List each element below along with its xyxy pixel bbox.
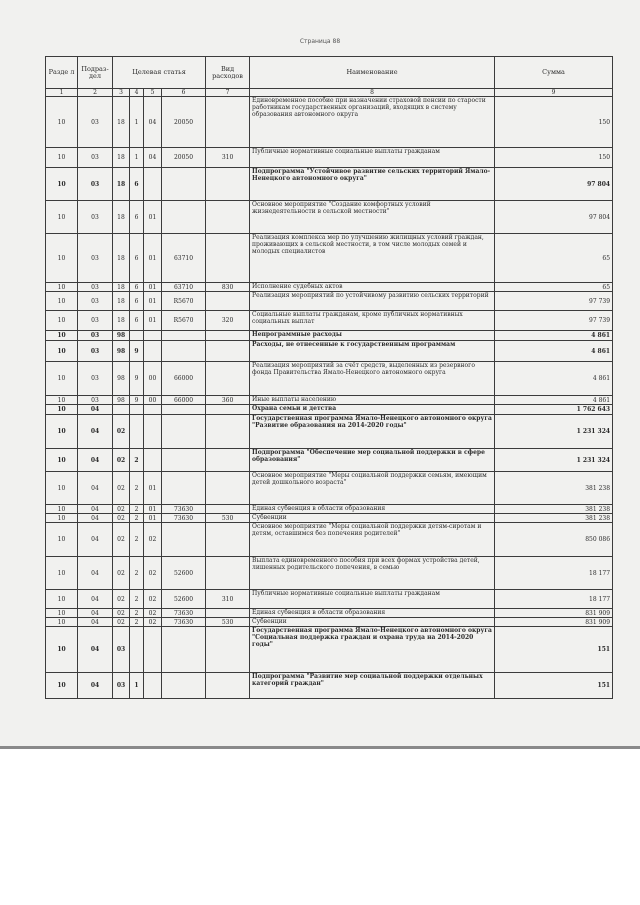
name-cell: Реализация мероприятий за счёт средств, выделенных из резервного фонда Правительства Ямало-Ненецкого автономного округа [250, 362, 495, 396]
podrazdel-cell: 04 [78, 514, 113, 523]
program-code-cell: 02 [113, 449, 130, 472]
direction-code-cell: 73630 [162, 618, 206, 627]
sum-cell: 97 804 [495, 201, 613, 234]
sum-cell: 1 231 324 [495, 449, 613, 472]
name-cell: Расходы, не отнесенные к государственным программам [250, 341, 495, 362]
expense-type-cell [206, 201, 250, 234]
subprogram-code-cell: 2 [130, 449, 144, 472]
sum-cell: 4 861 [495, 362, 613, 396]
expense-type-cell [206, 405, 250, 415]
subprogram-code-cell: 2 [130, 514, 144, 523]
program-code-cell: 18 [113, 292, 130, 311]
expense-type-cell [206, 362, 250, 396]
event-code-cell [144, 627, 162, 673]
table-row [46, 201, 613, 234]
direction-code-cell [162, 415, 206, 449]
razdel-cell: 10 [46, 148, 78, 168]
program-code-cell: 18 [113, 201, 130, 234]
direction-code-cell [162, 331, 206, 341]
name-cell: Иные выплаты населению [250, 396, 495, 405]
table-row [46, 449, 613, 472]
event-code-cell: 01 [144, 292, 162, 311]
sum-cell: 381 238 [495, 514, 613, 523]
podrazdel-cell: 03 [78, 362, 113, 396]
razdel-cell: 10 [46, 472, 78, 505]
direction-code-cell [162, 201, 206, 234]
event-code-cell [144, 341, 162, 362]
expense-type-cell: 530 [206, 618, 250, 627]
subprogram-code-cell: 9 [130, 396, 144, 405]
program-code-cell: 98 [113, 331, 130, 341]
direction-code-cell: 66000 [162, 362, 206, 396]
expense-type-cell [206, 673, 250, 699]
program-code-cell: 98 [113, 396, 130, 405]
program-code-cell: 02 [113, 514, 130, 523]
table-row [46, 618, 613, 627]
scan-bottom-edge [0, 746, 640, 749]
program-code-cell [113, 405, 130, 415]
column-number: 1 [46, 89, 78, 97]
direction-code-cell: 52600 [162, 557, 206, 590]
name-cell: Государственная программа Ямало-Ненецкого автономного округа "Развитие образования на 2014-2020 годы" [250, 415, 495, 449]
direction-code-cell [162, 405, 206, 415]
header-row [46, 57, 613, 89]
header-razdel: Разде л [46, 57, 78, 89]
table-row [46, 168, 613, 201]
table-row [46, 331, 613, 341]
direction-code-cell [162, 168, 206, 201]
table-row [46, 405, 613, 415]
subprogram-code-cell: 6 [130, 283, 144, 292]
name-cell: Субвенции [250, 514, 495, 523]
table-row [46, 234, 613, 283]
expense-type-cell: 310 [206, 590, 250, 609]
program-code-cell: 18 [113, 97, 130, 148]
expense-type-cell: 530 [206, 514, 250, 523]
sum-cell: 381 238 [495, 472, 613, 505]
name-cell: Единовременное пособие при назначении страховой пенсии по старости работникам государственных организаций, входящих в систему образования автономного округа [250, 97, 495, 148]
subprogram-code-cell: 2 [130, 523, 144, 557]
column-number: 2 [78, 89, 113, 97]
sum-cell: 18 177 [495, 590, 613, 609]
header-name: Наименование [250, 57, 495, 89]
subprogram-code-cell: 6 [130, 311, 144, 331]
sum-cell: 18 177 [495, 557, 613, 590]
page-number-label: Страница 88 [299, 38, 341, 45]
table-row [46, 590, 613, 609]
program-code-cell: 02 [113, 505, 130, 514]
table-row [46, 292, 613, 311]
table-row [46, 341, 613, 362]
direction-code-cell: 20050 [162, 148, 206, 168]
table-body [46, 97, 613, 699]
podrazdel-cell: 03 [78, 201, 113, 234]
podrazdel-cell: 03 [78, 396, 113, 405]
podrazdel-cell: 03 [78, 148, 113, 168]
expense-type-cell [206, 449, 250, 472]
subprogram-code-cell: 1 [130, 97, 144, 148]
budget-table [45, 56, 613, 699]
event-code-cell [144, 331, 162, 341]
expense-type-cell: 310 [206, 148, 250, 168]
razdel-cell: 10 [46, 673, 78, 699]
podrazdel-cell: 04 [78, 472, 113, 505]
subprogram-code-cell [130, 415, 144, 449]
podrazdel-cell: 03 [78, 341, 113, 362]
name-cell: Публичные нормативные социальные выплаты гражданам [250, 148, 495, 168]
table-row [46, 609, 613, 618]
razdel-cell: 10 [46, 341, 78, 362]
event-code-cell: 01 [144, 283, 162, 292]
program-code-cell: 02 [113, 557, 130, 590]
table-row [46, 505, 613, 514]
table-row [46, 514, 613, 523]
podrazdel-cell: 03 [78, 292, 113, 311]
razdel-cell: 10 [46, 292, 78, 311]
name-cell: Субвенции [250, 618, 495, 627]
program-code-cell: 18 [113, 283, 130, 292]
name-cell: Единая субвенция в области образования [250, 505, 495, 514]
expense-type-cell [206, 292, 250, 311]
table-row [46, 311, 613, 331]
podrazdel-cell: 03 [78, 311, 113, 331]
sum-cell: 150 [495, 148, 613, 168]
column-number-row [46, 89, 613, 97]
event-code-cell [144, 168, 162, 201]
expense-type-cell: 320 [206, 311, 250, 331]
subprogram-code-cell: 6 [130, 168, 144, 201]
name-cell: Непрограммные расходы [250, 331, 495, 341]
sum-cell: 381 238 [495, 505, 613, 514]
direction-code-cell [162, 449, 206, 472]
program-code-cell: 18 [113, 234, 130, 283]
program-code-cell: 02 [113, 472, 130, 505]
table-row [46, 97, 613, 148]
sum-cell: 1 762 643 [495, 405, 613, 415]
subprogram-code-cell: 2 [130, 609, 144, 618]
direction-code-cell [162, 627, 206, 673]
event-code-cell [144, 449, 162, 472]
subprogram-code-cell: 1 [130, 673, 144, 699]
expense-type-cell [206, 97, 250, 148]
sum-cell: 4 861 [495, 396, 613, 405]
program-code-cell: 02 [113, 609, 130, 618]
sum-cell: 97 804 [495, 168, 613, 201]
sum-cell: 65 [495, 283, 613, 292]
sum-cell: 65 [495, 234, 613, 283]
podrazdel-cell: 03 [78, 331, 113, 341]
direction-code-cell: 73630 [162, 505, 206, 514]
subprogram-code-cell: 6 [130, 234, 144, 283]
sum-cell: 831 909 [495, 609, 613, 618]
name-cell: Социальные выплаты гражданам, кроме публичных нормативных социальных выплат [250, 311, 495, 331]
razdel-cell: 10 [46, 415, 78, 449]
subprogram-code-cell: 2 [130, 505, 144, 514]
direction-code-cell [162, 472, 206, 505]
expense-type-cell [206, 168, 250, 201]
name-cell: Подпрограмма "Устойчивое развитие сельских территорий Ямало-Ненецкого автономного округа" [250, 168, 495, 201]
table-row [46, 472, 613, 505]
podrazdel-cell: 04 [78, 405, 113, 415]
sum-cell: 831 909 [495, 618, 613, 627]
name-cell: Государственная программа Ямало-Ненецкого автономного округа "Социальная поддержка граждан и охрана труда на 2014-2020 годы" [250, 627, 495, 673]
table-row [46, 673, 613, 699]
direction-code-cell [162, 523, 206, 557]
expense-type-cell [206, 523, 250, 557]
column-number: 6 [162, 89, 206, 97]
razdel-cell: 10 [46, 234, 78, 283]
name-cell: Публичные нормативные социальные выплаты гражданам [250, 590, 495, 609]
razdel-cell: 10 [46, 201, 78, 234]
podrazdel-cell: 03 [78, 234, 113, 283]
expense-type-cell [206, 331, 250, 341]
podrazdel-cell: 04 [78, 449, 113, 472]
column-number: 8 [250, 89, 495, 97]
name-cell: Реализация комплекса мер по улучшению жилищных условий граждан, проживающих в сельской местности, в том числе молодых семей и молодых специалистов [250, 234, 495, 283]
program-code-cell: 02 [113, 590, 130, 609]
razdel-cell: 10 [46, 283, 78, 292]
podrazdel-cell: 04 [78, 618, 113, 627]
expense-type-cell [206, 415, 250, 449]
razdel-cell: 10 [46, 449, 78, 472]
podrazdel-cell: 04 [78, 627, 113, 673]
sum-cell: 151 [495, 673, 613, 699]
expense-type-cell [206, 341, 250, 362]
program-code-cell: 03 [113, 627, 130, 673]
table-row [46, 415, 613, 449]
razdel-cell: 10 [46, 514, 78, 523]
program-code-cell: 03 [113, 673, 130, 699]
program-code-cell: 98 [113, 341, 130, 362]
sum-cell: 4 861 [495, 341, 613, 362]
razdel-cell: 10 [46, 523, 78, 557]
razdel-cell: 10 [46, 505, 78, 514]
column-number: 3 [113, 89, 130, 97]
program-code-cell: 98 [113, 362, 130, 396]
expense-type-cell [206, 505, 250, 514]
direction-code-cell: 20050 [162, 97, 206, 148]
event-code-cell: 01 [144, 311, 162, 331]
event-code-cell [144, 415, 162, 449]
column-number: 9 [495, 89, 613, 97]
event-code-cell: 04 [144, 97, 162, 148]
razdel-cell: 10 [46, 590, 78, 609]
subprogram-code-cell [130, 405, 144, 415]
direction-code-cell: 66000 [162, 396, 206, 405]
sum-cell: 1 231 324 [495, 415, 613, 449]
sum-cell: 97 739 [495, 292, 613, 311]
event-code-cell: 00 [144, 362, 162, 396]
expense-type-cell [206, 234, 250, 283]
event-code-cell: 01 [144, 472, 162, 505]
podrazdel-cell: 04 [78, 673, 113, 699]
subprogram-code-cell: 9 [130, 341, 144, 362]
razdel-cell: 10 [46, 618, 78, 627]
direction-code-cell: 73630 [162, 514, 206, 523]
subprogram-code-cell: 2 [130, 618, 144, 627]
name-cell: Выплата единовременного пособия при всех формах устройства детей, лишенных родительского попечения, в семью [250, 557, 495, 590]
razdel-cell: 10 [46, 609, 78, 618]
subprogram-code-cell: 2 [130, 557, 144, 590]
expense-type-cell [206, 609, 250, 618]
program-code-cell: 02 [113, 618, 130, 627]
table-row [46, 627, 613, 673]
direction-code-cell [162, 341, 206, 362]
event-code-cell: 02 [144, 609, 162, 618]
podrazdel-cell: 04 [78, 590, 113, 609]
razdel-cell: 10 [46, 331, 78, 341]
event-code-cell: 01 [144, 234, 162, 283]
podrazdel-cell: 04 [78, 609, 113, 618]
table-row [46, 362, 613, 396]
sum-cell: 850 086 [495, 523, 613, 557]
event-code-cell: 01 [144, 201, 162, 234]
direction-code-cell [162, 673, 206, 699]
name-cell: Охрана семьи и детства [250, 405, 495, 415]
program-code-cell: 02 [113, 415, 130, 449]
table-row [46, 557, 613, 590]
sum-cell: 97 739 [495, 311, 613, 331]
podrazdel-cell: 04 [78, 505, 113, 514]
header-sum: Сумма [495, 57, 613, 89]
event-code-cell: 02 [144, 618, 162, 627]
expense-type-cell [206, 627, 250, 673]
razdel-cell: 10 [46, 168, 78, 201]
sum-cell: 151 [495, 627, 613, 673]
event-code-cell: 02 [144, 523, 162, 557]
razdel-cell: 10 [46, 405, 78, 415]
name-cell: Основное мероприятие "Меры социальной поддержки семьям, имеющим детей дошкольного возраста" [250, 472, 495, 505]
sum-cell: 150 [495, 97, 613, 148]
name-cell: Основное мероприятие "Создание комфортных условий жизнедеятельности в сельской местности" [250, 201, 495, 234]
subprogram-code-cell: 2 [130, 590, 144, 609]
name-cell: Исполнение судебных актов [250, 283, 495, 292]
program-code-cell: 02 [113, 523, 130, 557]
razdel-cell: 10 [46, 362, 78, 396]
name-cell: Основное мероприятие "Меры социальной поддержки детям-сиротам и детям, оставшимся без попечения родителей" [250, 523, 495, 557]
column-number: 4 [130, 89, 144, 97]
expense-type-cell: 360 [206, 396, 250, 405]
subprogram-code-cell: 1 [130, 148, 144, 168]
podrazdel-cell: 04 [78, 523, 113, 557]
podrazdel-cell: 03 [78, 283, 113, 292]
podrazdel-cell: 03 [78, 97, 113, 148]
column-number: 7 [206, 89, 250, 97]
podrazdel-cell: 03 [78, 168, 113, 201]
expense-type-cell: 830 [206, 283, 250, 292]
podrazdel-cell: 04 [78, 557, 113, 590]
subprogram-code-cell: 6 [130, 292, 144, 311]
name-cell: Единая субвенция в области образования [250, 609, 495, 618]
subprogram-code-cell [130, 331, 144, 341]
sum-cell: 4 861 [495, 331, 613, 341]
header-podrazdel: Подраз- дел [78, 57, 113, 89]
expense-type-cell [206, 472, 250, 505]
program-code-cell: 18 [113, 148, 130, 168]
event-code-cell: 00 [144, 396, 162, 405]
event-code-cell: 02 [144, 557, 162, 590]
name-cell: Реализация мероприятий по устойчивому развитию сельских территорий [250, 292, 495, 311]
direction-code-cell: 73630 [162, 609, 206, 618]
razdel-cell: 10 [46, 627, 78, 673]
subprogram-code-cell [130, 627, 144, 673]
direction-code-cell: 63710 [162, 283, 206, 292]
razdel-cell: 10 [46, 396, 78, 405]
name-cell: Подпрограмма "Обеспечение мер социальной поддержки в сфере образования" [250, 449, 495, 472]
program-code-cell: 18 [113, 311, 130, 331]
table-row [46, 283, 613, 292]
event-code-cell: 01 [144, 505, 162, 514]
expense-type-cell [206, 557, 250, 590]
table-row [46, 148, 613, 168]
event-code-cell: 01 [144, 514, 162, 523]
event-code-cell: 02 [144, 590, 162, 609]
event-code-cell: 04 [144, 148, 162, 168]
event-code-cell [144, 673, 162, 699]
name-cell: Подпрограмма "Развитие мер социальной поддержки отдельных категорий граждан" [250, 673, 495, 699]
program-code-cell: 18 [113, 168, 130, 201]
subprogram-code-cell: 6 [130, 201, 144, 234]
subprogram-code-cell: 9 [130, 362, 144, 396]
header-target-article: Целевая статья [113, 57, 206, 89]
razdel-cell: 10 [46, 311, 78, 331]
table-row [46, 523, 613, 557]
direction-code-cell: 63710 [162, 234, 206, 283]
event-code-cell [144, 405, 162, 415]
podrazdel-cell: 04 [78, 415, 113, 449]
direction-code-cell: 52600 [162, 590, 206, 609]
direction-code-cell: R5670 [162, 292, 206, 311]
razdel-cell: 10 [46, 557, 78, 590]
column-number: 5 [144, 89, 162, 97]
header-expense-type: Вид расходов [206, 57, 250, 89]
subprogram-code-cell: 2 [130, 472, 144, 505]
table-row [46, 396, 613, 405]
razdel-cell: 10 [46, 97, 78, 148]
direction-code-cell: R5670 [162, 311, 206, 331]
